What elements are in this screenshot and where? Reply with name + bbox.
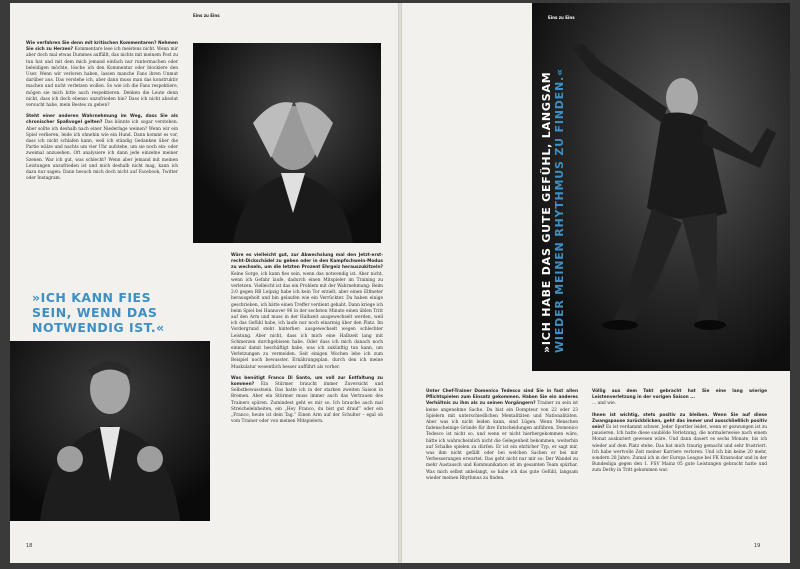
right-page (402, 3, 790, 563)
answer: Ein Stürmer braucht immer Zuversicht und Selbstbewusstsein. Das hatte ich in der starken zweiten Saison in Bremen. Aber ein Stürmer muss immer auch das Vertrauen des Trainers spüren. Zumindest geht es mir so. Ich brauche auch mal Streicheleinheiten, ein „Hey Franco, du bist gut drauf“ oder ein „Franco, heute ist dein Tag.“ Einen Arm auf der Schulter – egal ob vom Trainer oder von meinen Mitspielern. (231, 382, 383, 425)
answer: Es ist verdammt schwer. Jeder Sportler leidet, wenn er gezwungen ist zu pausieren. Ich hatte diese saublöde Verletzung, die normalerweise nach einem Monat auskuriert gewesen wäre. Und dann dauert es sechs Monate, bis ich wieder auf dem Platz stehe. Das hat mich traurig gemacht und sehr frustriert. Ich habe wertvolle Zeit meiner Karriere verloren. Und ich bin keine 20 mehr, sondern 28 Jahre. Zumal ich in der Europa League bei FK Krasnodar und in der Bundesliga gegen den 1. FSV Mainz 05 gute Leistungen gebracht hatte und zum Derby in Tritt gekommen war. (592, 425, 767, 474)
question: Völlig aus dem Takt gebracht hat Sie eine lang wierige Leistenverletzung in der vorigen Saison ... (592, 389, 767, 401)
section-header-left: Eins zu Eins (193, 13, 220, 18)
answer: Trainer zu sein ist keine angenehme Sache. Du bist ein Dompteur von 22 oder 23 Spielern mit unterschiedlichen Mentalitäten und Nationalitäten. Aber was ich nicht leiden kann, sind Lügen. Wenn Menschen fadenscheinige Gründe für ihre Entscheidungen anführen. Domenico Tedesco ist nicht so, und wenn er nicht hierhergekommen wäre, hätte ich wahrscheinlich nicht die Gelegenheit bekommen, weiterhin auf Schalke spielen zu dürfen. Er ist ein ehrlicher Typ, er sagt mir, was ihm nicht gefällt oder bei welchen Sachen er bei mir Verbesserungen erwartet. Das geht nicht nur mir so: Der Wandel zu mehr Austausch und Kommunikation ist im gesamten Team spürbar. Was mich selbst anbelangt, so habe ich das gute Gefühl, langsam wieder meinen Rhythmus zu finden. (426, 401, 578, 481)
question: Steht einer anderen Wahrnehmung im Weg, dass Sie als chronischer Spaßvogel gelten? (26, 114, 178, 126)
answer: Keine Sorge, ich kann fies sein, wenn das notwendig ist. Aber nicht, wenn ich Gefahr laufe, dadurch einen Mitspieler im Training zu verletzen. Vielleicht ist das ein Problem mit der Wahrnehmung: Beim 2:0 gegen RB Leipzig habe ich kein Tor erzielt, aber einen Elfmeter herausgeholt und bin gelaufen wie ein Verrückter. Da haben einige geschrieben, ich hätte einen Treffer verdient gehabt. Dann kriege ich beim Spiel bei Hannover 96 in der sechsten Minute einen üblen Tritt auf den Arm und muss in der Halbzeit ausgewechselt werden, weil ich das Gefühl habe, ich laufe nur noch einarmig über den Platz. Im Vordergrund steht hinterher: ausgewechselt wegen schlechter Leistung. Aber nicht, dass ich mich eine Halbzeit lang mit Schmerzen durchgebissen habe. Oder dass ich mich danach noch einmal damit beschäftigt habe, was ich zukünftig tun kann, um Verletzungen zu vermeiden. Seit einigen Wochen lebe ich zum Beispiel noch bewusster. Ernährungsplan, durch den ich meine Muskulatur wesentlich besser aufführt als vorher. (231, 271, 383, 370)
question: Unter Chef-Trainer Domenico Tedesco sind Sie in fast allen Pflichtspielen zum Einsatz gekommen. Haben Sie ein anderes Verhältnis zu ihm als zu seinen Vorgängern? (426, 389, 578, 407)
pull-quote-line-1: »ICH HABE DAS GUTE GEFÜHL, LANGSAM (540, 71, 553, 353)
photo-man-with-fists (10, 341, 210, 521)
question: Wäre es vielleicht gut, zur Abwechslung mal den Jetzt-erst-recht-Dickschädel zu geben oder in den Kampfschwein-Modus zu wechseln, um die letzten Prozent Ehrgeiz herauszukitzeln? (231, 253, 383, 271)
page-number-left: 18 (26, 543, 33, 549)
page-number-right: 19 (754, 543, 761, 549)
photo-man-dynamic-pose (532, 3, 790, 371)
photo-man-holding-head (193, 43, 381, 243)
pull-quote-right-vertical (540, 68, 566, 353)
question: Was benötigt Franco Di Santo, um voll zur Entfaltung zu kommen? (231, 375, 383, 388)
answer: Kommentare lese ich meistens nicht. Wenn mir aber doch mal etwas Dummes auffällt, das nichts mit meinem Post zu tun hat und mit dem mich jemand einfach nur runtermachen oder beleidigen möchte, lösche ich den Kommentar oder blockiere den User. Wenn wir verloren haben, lassen manche Fans ihren Unmut darüber aus. Das verstehe ich, aber dann muss man das konstruktiv machen und nicht verletzen wollen. So wie ich die Fans respektiere, mögen sie mich bitte auch respektieren. Denken die Leute denn nicht, dass ich doch ebenso unzufrieden bin? Dass ich nicht absolut versucht habe, mein Bestes zu geben? (26, 47, 178, 109)
text-column-1 (26, 41, 178, 187)
question: Ihnen ist wichtig, stets positiv zu bleiben. Wenn Sie auf diese Zwangspause zurückblicken, geht das immer und ausschließlich positiv sein? (592, 412, 767, 431)
answer: Das könnte ich sogar verstehen. Aber sollte ich deshalb nach einer Niederlage weinen? Wenn wir ein Spiel verlieren, leide ich ohnehin wie ein Hund. Dann kommt es vor, dass ich nicht schlafen kann, weil ich ständig Gedanken über die Partie wälze und nachts um vier Uhr aufstehe, um sie noch ein- oder zweimal anzusehen. Oft analysiere ich dann jede einzelne meiner Szenen. War ich gut, was schlecht? Wenn aber jemand mit meinen Leistungen unzufrieden ist und mich deshalb nicht mag, kann ich dazu nur sagen: Dann besuch mich doch nicht auf Facebook, Twitter oder Instagram. (26, 120, 178, 182)
left-page (10, 3, 398, 563)
question: Wie verfahren Sie denn mit kritischen Kommentaren? Nehmen Sie sich zu Herzen? (26, 41, 178, 53)
text-column-2 (231, 253, 383, 430)
text-column-4 (592, 389, 767, 480)
pull-quote-left: »ICH KANN FIES SEIN, WENN DAS NOTWENDIG IST.« (32, 290, 165, 335)
pull-quote-line-2: WIEDER MEINEN RHYTHMUS ZU FINDEN.« (553, 68, 566, 353)
text-column-3 (426, 389, 578, 487)
answer: ... und wie. (592, 401, 617, 407)
section-header-right: Eins zu Eins (548, 15, 575, 20)
